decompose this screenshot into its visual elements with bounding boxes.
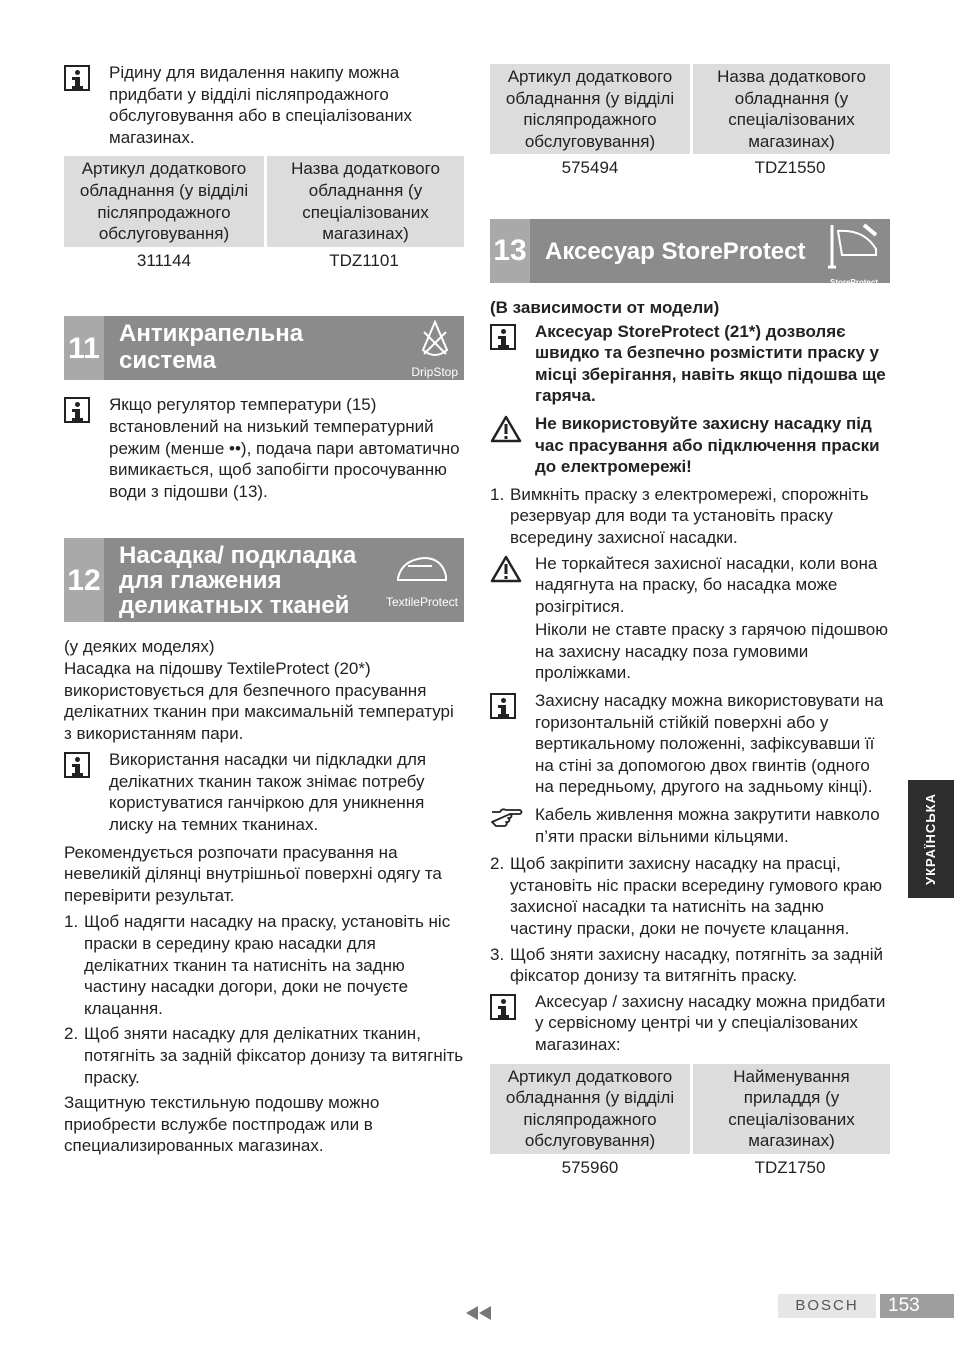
table-cell-article: 575494 [561, 158, 619, 178]
info-icon [64, 752, 94, 782]
table-header-name: Назва додаткового обладнання (у спеціалізованих магазинах) [690, 64, 890, 154]
table-header-article: Артикул додаткового обладнання (у відділі післяпродажного обслуговування) [64, 156, 264, 246]
warning-icon [490, 555, 524, 585]
warning-note-continued [490, 619, 890, 684]
note-text: Аксесуар StoreProtect (21*) дозволяє швидко та безпечно розмістити праску у місці зберігання, навіть якщо підошва ще гаряча. [535, 321, 886, 406]
table-cell-name: TDZ1101 [329, 250, 399, 270]
section-title-line: для глажения [119, 567, 282, 595]
section-header-13 [490, 219, 890, 287]
section-title: Аксесуар StoreProtect [545, 237, 806, 265]
section-title-line: система [119, 347, 217, 375]
table-cell-name: TDZ1550 [754, 158, 826, 178]
brand-label: BOSCH [778, 1294, 876, 1318]
logo-label: TextileProtect [385, 594, 458, 609]
section-number: 12 [64, 538, 104, 622]
warning-text: Не використовуйте захисну насадку під час прасування або підключення праски до електромережі! [535, 413, 880, 477]
info-note [490, 690, 890, 798]
warning-icon [490, 415, 524, 445]
list-item [490, 944, 890, 987]
section-title [119, 543, 356, 618]
table-cell-article: 311144 [136, 250, 192, 270]
note-text: Захисну насадку можна використовувати на горизонтальній стійкій поверхні або у вертикальному положенні, зафіксувавши її на стіні за допомогою двох гвинтів (одного на передньому, другого на задньому кінці). [535, 691, 884, 797]
info-note [64, 62, 464, 148]
info-note [490, 321, 890, 407]
table-cell-article: 575960 [561, 1157, 619, 1177]
info-icon [490, 994, 520, 1024]
info-icon [490, 324, 520, 354]
paragraph: Рекомендується розпочати прасування на невеликій ділянці внутрішньої поверхні одягу та перевірити результат. [64, 842, 442, 905]
paragraph: Насадка на підошву TextileProtect (20*) використовується для безпечного прасування делікатних тканин при максимальній температурі з використанням пари. [64, 658, 454, 743]
section-title-line: деликатных тканей [119, 592, 350, 620]
list-item [64, 1023, 464, 1088]
table-header-name: Найменування приладдя (у спеціалізованих магазинах) [690, 1064, 890, 1154]
step-number: 2. [64, 1024, 79, 1044]
step-number: 2. [490, 854, 505, 874]
previous-page-arrows-icon[interactable] [464, 1305, 494, 1321]
right-column [490, 64, 890, 1179]
storeprotect-logo [824, 221, 884, 293]
accessory-table [490, 1064, 890, 1179]
list-item [490, 853, 890, 939]
warning-note [490, 553, 890, 618]
step-text: Вимкніть праску з електромережі, спорожніть резервуар для води та установіть праску всередину захисної насадки. [510, 484, 869, 547]
accessory-table [490, 64, 890, 179]
note-text: Якщо регулятор температури (15) встановлений на низький температурний режим (менше ••), подача пари автоматично вимикається, щоб запобігти просочуванню води з підошви (13). [109, 395, 460, 501]
warning-text: Ніколи не ставте праску з гарячою підошвою на захисну насадку поза гумовими проліжками. [535, 620, 889, 683]
logo-label: DripStop [411, 364, 458, 379]
table-header-article: Артикул додаткового обладнання (у відділі післяпродажного обслуговування) [490, 64, 690, 154]
logo-label: StoreProtect [829, 277, 878, 287]
section-title-line: Антикрапельна [119, 320, 304, 348]
page-number: 153 [880, 1294, 954, 1318]
language-tab [908, 780, 954, 898]
list-item [490, 484, 890, 549]
section-number: 13 [490, 219, 530, 283]
language-tab-label: УКРАЇНСЬКА [923, 793, 939, 885]
table-cell-name: TDZ1750 [754, 1157, 826, 1177]
dripstop-icon [418, 320, 452, 358]
step-text: Щоб зняти насадку для делікатних тканин, потягніть за задній фіксатор донизу та витягніть праску. [84, 1024, 464, 1087]
storeprotect-icon [824, 221, 884, 271]
tip-text: Кабель живлення можна закрутити навколо п’яти праски вільними кільцями. [535, 805, 880, 846]
accessory-table [64, 156, 464, 271]
section-number: 11 [64, 316, 104, 380]
warning-note [490, 413, 890, 478]
iron-icon [392, 552, 452, 586]
step-text: Щоб закріпити захисну насадку на прасці, установіть ніс праски всередину гумового краю захисної насадки та натисніть на задню частину праски, доки не почуєте клацання. [510, 854, 882, 938]
step-text: Щоб надягти насадку на праску, установіть ніс праски в середину краю насадки для делікатних тканин та натисніть на задню частину насадки догори, доки не почуєте клацання. [84, 912, 451, 1018]
table-header-article: Артикул додаткового обладнання (у відділі післяпродажного обслуговування) [490, 1064, 690, 1154]
step-number: 1. [490, 484, 505, 504]
model-note: (В зависимости от модели) [490, 297, 720, 317]
info-icon [64, 65, 94, 95]
note-text: Рідину для видалення накипу можна придбати у відділі післяпродажного обслуговування або в спеціалізованих магазинах. [109, 63, 413, 147]
warning-text: Не торкайтеся захисної насадки, коли вона надягнута на праску, бо насадка може розігрітися. [535, 553, 878, 616]
pointing-hand-icon [490, 804, 520, 834]
info-note [64, 394, 464, 502]
paragraph: (у деяких моделях) [64, 637, 215, 657]
paragraph: Защитную текстильную подошву можно приобрести вслужбе постпродаж или в специализированных магазинах. [64, 1093, 380, 1156]
info-icon [64, 397, 94, 427]
step-number: 3. [490, 944, 505, 964]
note-text: Використання насадки чи підкладки для делікатних тканин також знімає потребу користуватися ганчіркою для уникнення лиску на темних тканинах. [109, 750, 427, 835]
section-title-line: Насадка/ подкладка [119, 542, 357, 570]
dripstop-logo [411, 320, 458, 383]
steps-list [64, 911, 464, 1088]
left-column [64, 62, 464, 1162]
tip-note [490, 804, 890, 847]
section-header-11 [64, 316, 464, 380]
info-icon [490, 693, 520, 723]
steps-list [490, 853, 890, 987]
step-text: Щоб зняти захисну насадку, потягніть за задній фіксатор донизу та витягніть праску. [510, 944, 884, 986]
info-note [64, 749, 464, 835]
step-number: 1. [64, 912, 79, 932]
note-text: Аксесуар / захисну насадку можна придбати у сервісному центрі чи у спеціалізованих магазинах: [535, 991, 886, 1054]
info-note [490, 991, 890, 1056]
section-header-12 [64, 538, 464, 622]
table-header-name: Назва додаткового обладнання (у спеціалізованих магазинах) [264, 156, 464, 246]
section-title [119, 320, 303, 374]
steps-list [490, 484, 890, 549]
list-item [64, 911, 464, 1019]
textileprotect-logo [386, 552, 458, 613]
